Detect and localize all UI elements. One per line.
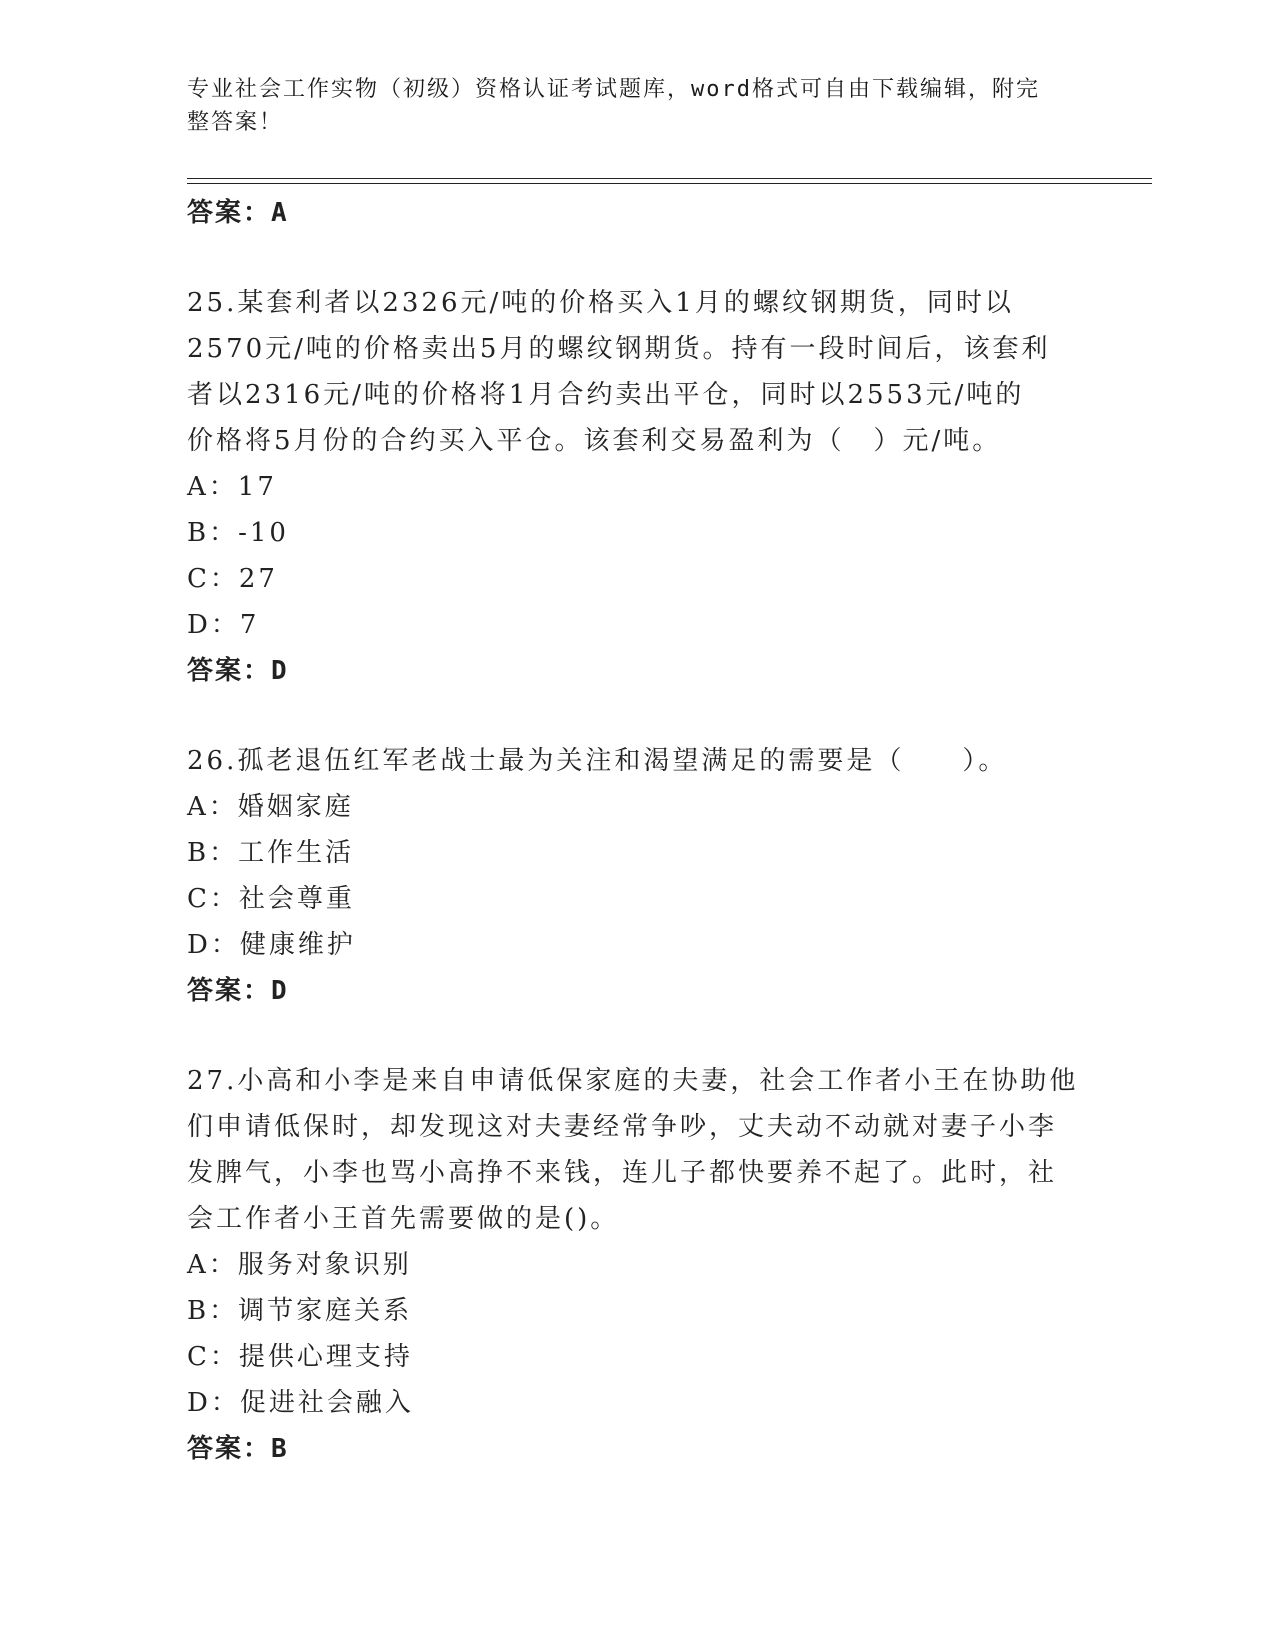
option-b: B：工作生活 (187, 838, 355, 868)
question-stem-line: 26.孤老退伍红军老战士最为关注和渴望满足的需要是（ ）。 (187, 746, 1008, 776)
header-divider-top (187, 178, 1152, 179)
answer: 答案：D (187, 656, 289, 686)
question-stem-line: 者以2316元/吨的价格将1月合约卖出平仓，同时以2553元/吨的 (187, 380, 1025, 410)
option-b: B：调节家庭关系 (187, 1296, 413, 1326)
option-d: D：健康维护 (187, 930, 356, 960)
question-stem-line: 们申请低保时，却发现这对夫妻经常争吵，丈夫动不动就对妻子小李 (187, 1112, 1058, 1142)
option-c: C：27 (187, 564, 278, 594)
question-stem-line: 会工作者小王首先需要做的是()。 (187, 1204, 620, 1234)
answer: 答案：B (187, 1434, 289, 1464)
question-stem-line: 价格将5月份的合约买入平仓。该套利交易盈利为（ ）元/吨。 (187, 426, 1002, 456)
question-content (187, 190, 1087, 1472)
option-d: D：7 (187, 610, 260, 640)
answer: 答案：D (187, 976, 289, 1006)
option-a: A：服务对象识别 (187, 1250, 412, 1280)
option-a: A：婚姻家庭 (187, 792, 354, 822)
option-a: A：17 (187, 472, 277, 502)
option-c: C：提供心理支持 (187, 1342, 413, 1372)
question-25 (187, 280, 1087, 694)
option-c: C：社会尊重 (187, 884, 355, 914)
header-divider-bottom (187, 183, 1152, 184)
question-27 (187, 1058, 1087, 1472)
header-line-1: 专业社会工作实物（初级）资格认证考试题库，word格式可自由下载编辑，附完 (187, 77, 1040, 102)
option-b: B：-10 (187, 518, 289, 548)
document-header (187, 73, 1067, 139)
previous-answer: 答案：A (187, 198, 289, 228)
question-26 (187, 738, 1087, 1014)
question-stem-line: 25.某套利者以2326元/吨的价格买入1月的螺纹钢期货，同时以 (187, 288, 1014, 318)
header-line-2: 整答案！ (187, 110, 284, 135)
question-stem-line: 发脾气，小李也骂小高挣不来钱，连儿子都快要养不起了。此时，社 (187, 1158, 1058, 1188)
option-d: D：促进社会融入 (187, 1388, 414, 1418)
question-stem-line: 2570元/吨的价格卖出5月的螺纹钢期货。持有一段时间后，该套利 (187, 334, 1051, 364)
question-stem-line: 27.小高和小李是来自申请低保家庭的夫妻，社会工作者小王在协助他 (187, 1066, 1079, 1096)
